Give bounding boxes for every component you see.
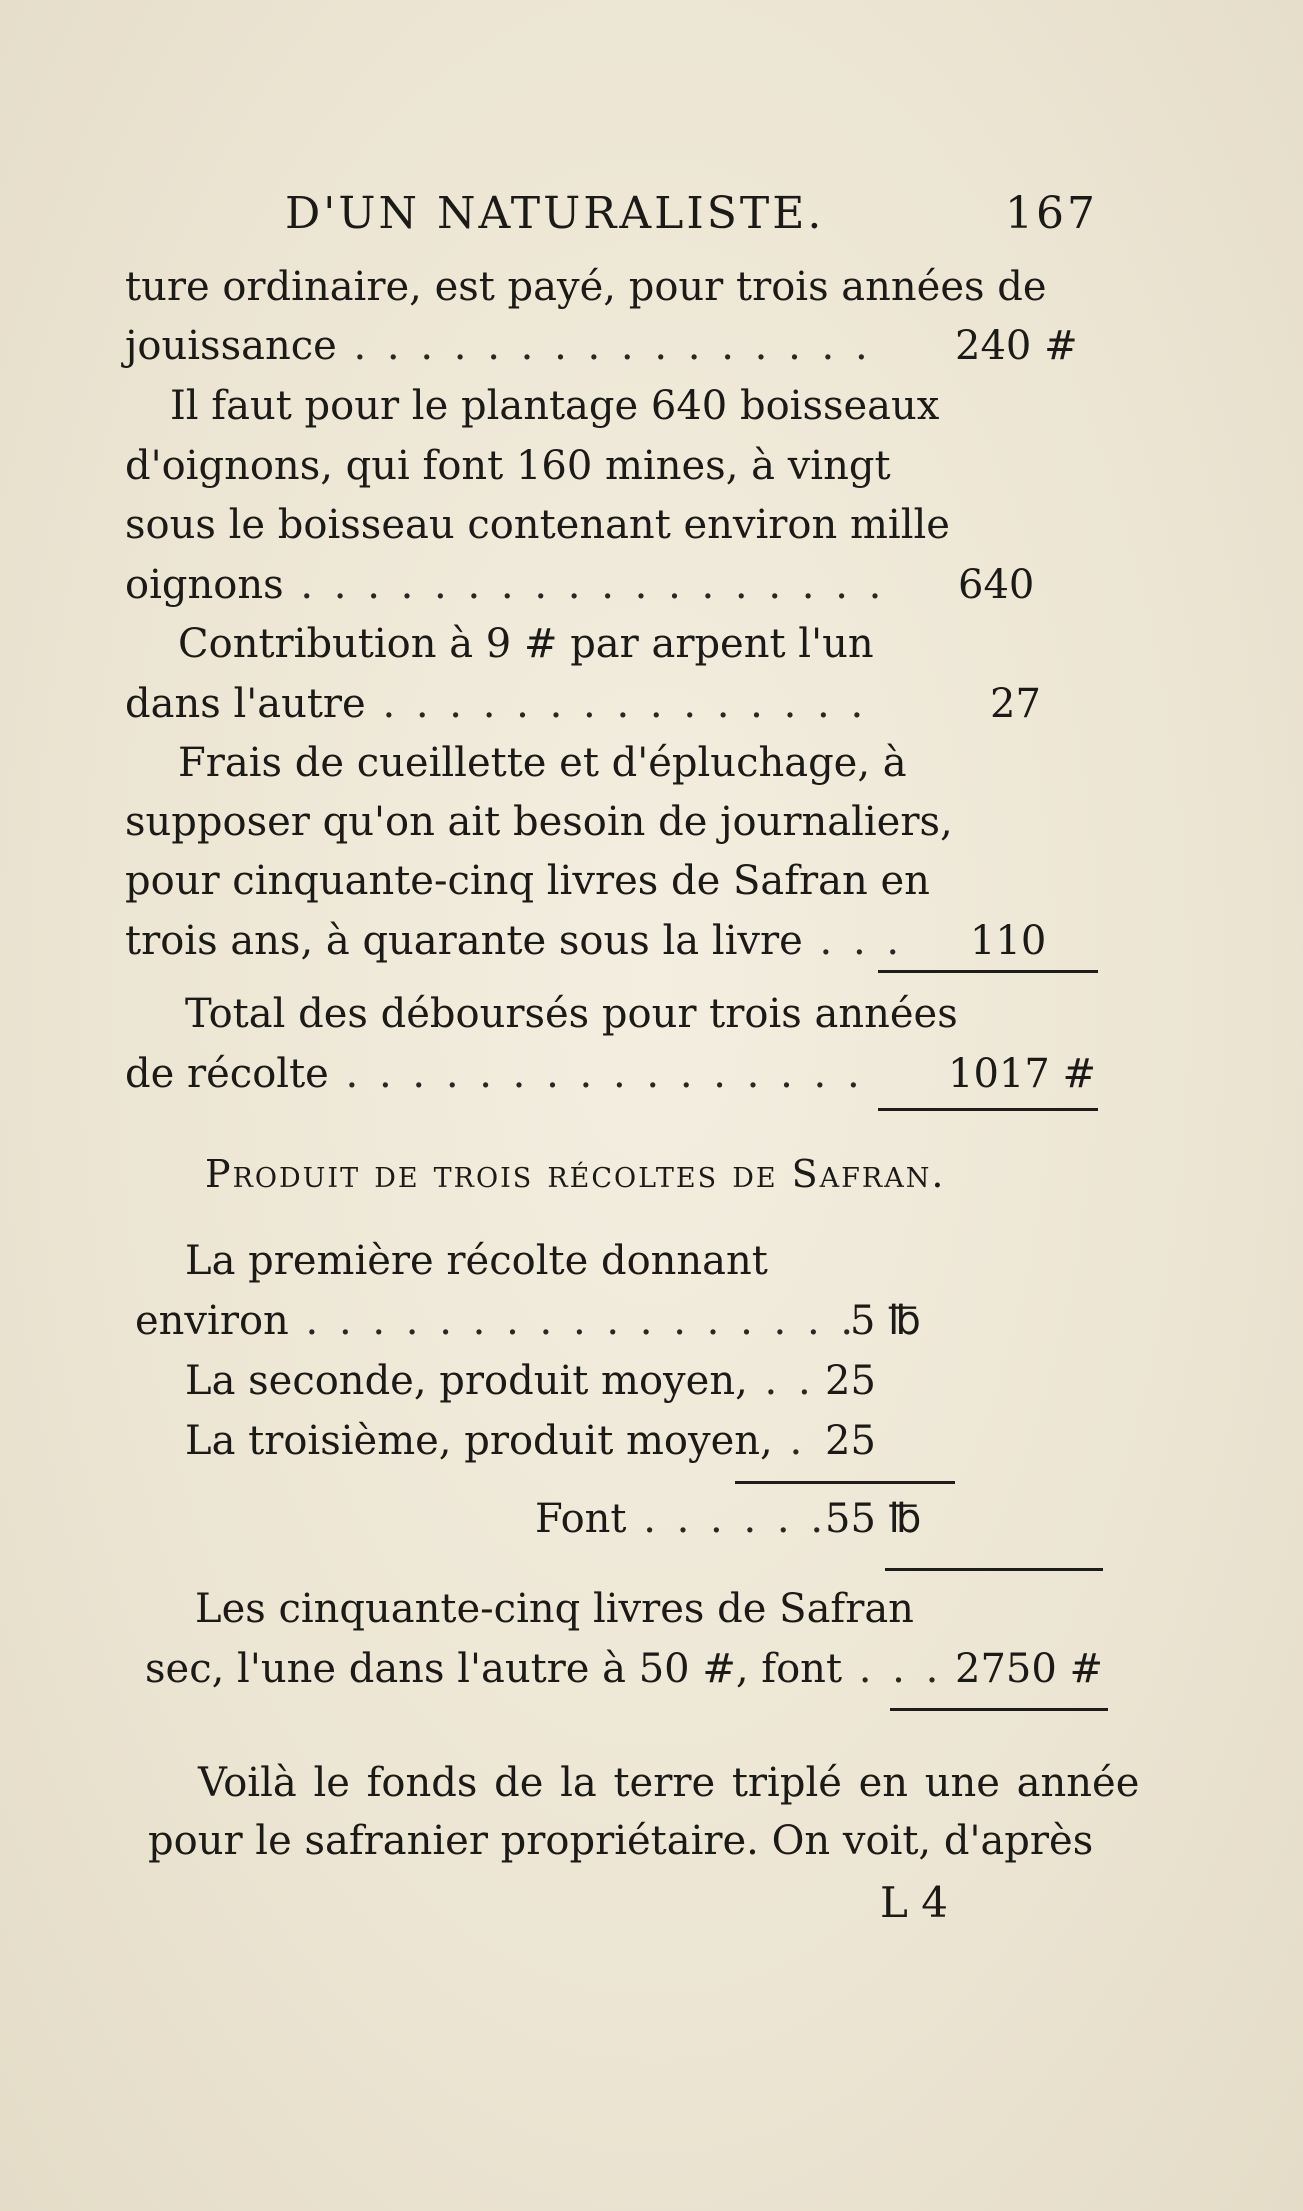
text-line: Font . . . . . . xyxy=(535,1496,828,1542)
text-line: La troisième, produit moyen, . xyxy=(185,1418,807,1464)
text-line: Les cinquante-cinq livres de Safran xyxy=(195,1586,914,1632)
amount: 240 # xyxy=(955,323,1078,369)
section-title: Produit de trois récoltes de Safran. xyxy=(205,1152,946,1196)
text-line: ture ordinaire, est payé, pour trois années de xyxy=(125,264,1047,310)
sum-rule xyxy=(885,1568,1103,1571)
amount: 27 xyxy=(990,681,1041,727)
text-line: sous le boisseau contenant environ mille xyxy=(125,502,950,548)
amount: 55 ℔ xyxy=(825,1496,922,1542)
amount: 1017 # xyxy=(948,1051,1097,1097)
text-line: environ . . . . . . . . . . . . . . . . . xyxy=(135,1298,858,1344)
text-line: supposer qu'on ait besoin de journaliers, xyxy=(125,799,953,845)
sum-rule xyxy=(735,1481,955,1484)
text-line: La première récolte donnant xyxy=(185,1238,768,1284)
text-line: Contribution à 9 # par arpent l'un xyxy=(178,621,874,667)
text-line: Il faut pour le plantage 640 boisseaux xyxy=(170,383,940,429)
text-line: Voilà le fonds de la terre triplé en une année xyxy=(198,1760,1140,1806)
text-line: trois ans, à quarante sous la livre . . . xyxy=(125,918,904,964)
amount: 25 xyxy=(825,1418,876,1464)
running-head: D'UN NATURALISTE. xyxy=(285,188,825,239)
text-line: dans l'autre . . . . . . . . . . . . . . . xyxy=(125,681,868,727)
text-line: oignons . . . . . . . . . . . . . . . . . . xyxy=(125,562,886,608)
amount: 640 xyxy=(958,562,1035,608)
sum-rule xyxy=(878,970,1098,973)
text-line: d'oignons, qui font 160 mines, à vingt xyxy=(125,443,891,489)
text-line: Total des déboursés pour trois années xyxy=(185,991,958,1037)
text-line: pour le safranier propriétaire. On voit, d'après xyxy=(148,1818,1094,1864)
text-line: de récolte . . . . . . . . . . . . . . . . xyxy=(125,1051,864,1097)
sum-rule xyxy=(878,1108,1098,1111)
page-number: 167 xyxy=(1005,188,1098,239)
amount: 2750 # xyxy=(955,1646,1104,1692)
signature-mark: L 4 xyxy=(880,1878,948,1927)
sum-rule xyxy=(890,1708,1108,1711)
text-line: jouissance . . . . . . . . . . . . . . . . xyxy=(125,323,872,369)
text-line: pour cinquante-cinq livres de Safran en xyxy=(125,858,930,904)
amount: 110 xyxy=(970,918,1047,964)
amount: 25 xyxy=(825,1358,876,1404)
text-line: La seconde, produit moyen, . . xyxy=(185,1358,815,1404)
amount: 5 ℔ xyxy=(850,1298,921,1344)
text-line: sec, l'une dans l'autre à 50 #, font . . . xyxy=(145,1646,943,1692)
text-line: Frais de cueillette et d'épluchage, à xyxy=(178,740,907,786)
